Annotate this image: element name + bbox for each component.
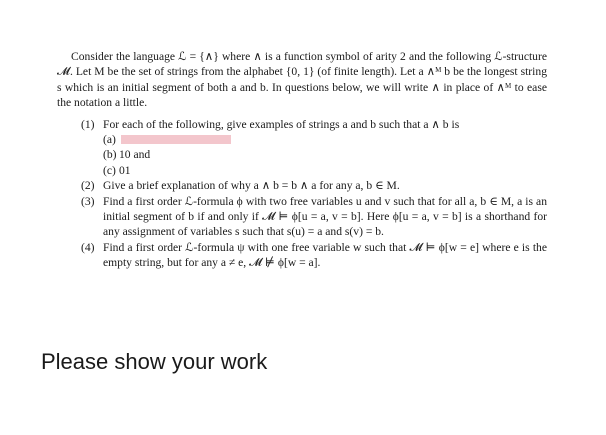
question-1c-text: 01 [119,163,131,177]
question-1c-number: (c) [103,163,116,177]
question-1b-number: (b) [103,148,117,162]
question-1a [57,132,547,147]
question-1c [57,163,547,178]
redacted-highlight [121,135,231,144]
question-1b [57,147,547,162]
question-1-text: For each of the following, give examples of strings a and b such that a ∧ b is [103,117,460,131]
footer-note: Please show your work [41,349,268,374]
question-3-number: (3) [81,194,95,208]
question-4-text: Find a first order ℒ-formula ψ with one free variable w such that 𝓜 ⊨ ϕ[w = e] where e is the empty string, but for any a ≠ e, 𝓜 ⊭ ϕ[w = a]. [103,240,547,270]
question-1a-number: (a) [103,133,116,147]
problem-intro [57,49,547,111]
question-1 [57,117,547,132]
question-3 [57,194,547,240]
intro-paragraph: Consider the language ℒ = {∧} where ∧ is a function symbol of arity 2 and the following ℒ-structure 𝓜. Let M be the set of strings from the alphabet {0, 1} (of finite length). Let a ∧ᴹ b be the longest string s which is an initial segment of both a and b. In questions below, we will write ∧ in place of ∧ᴹ to ease the notation a little. [57,50,547,110]
question-1b-text: 10 and [119,148,151,162]
question-4 [57,240,547,271]
question-3-text: Find a first order ℒ-formula ϕ with two free variables u and v such that for all a, b ∈ M, a is an initial segment of b if and only if 𝓜 ⊨ ϕ[u = a, v = b]. Here ϕ[u = a, v = b] is a shorthand for any assignment of variables s such that s(u) = a and s(v) = b. [103,194,547,239]
question-2-text: Give a brief explanation of why a ∧ b = b ∧ a for any a, b ∈ M. [103,179,400,193]
question-2 [57,178,547,193]
question-4-number: (4) [81,240,95,254]
question-1-number: (1) [81,117,95,131]
question-2-number: (2) [81,179,95,193]
problem-statement [57,49,547,271]
